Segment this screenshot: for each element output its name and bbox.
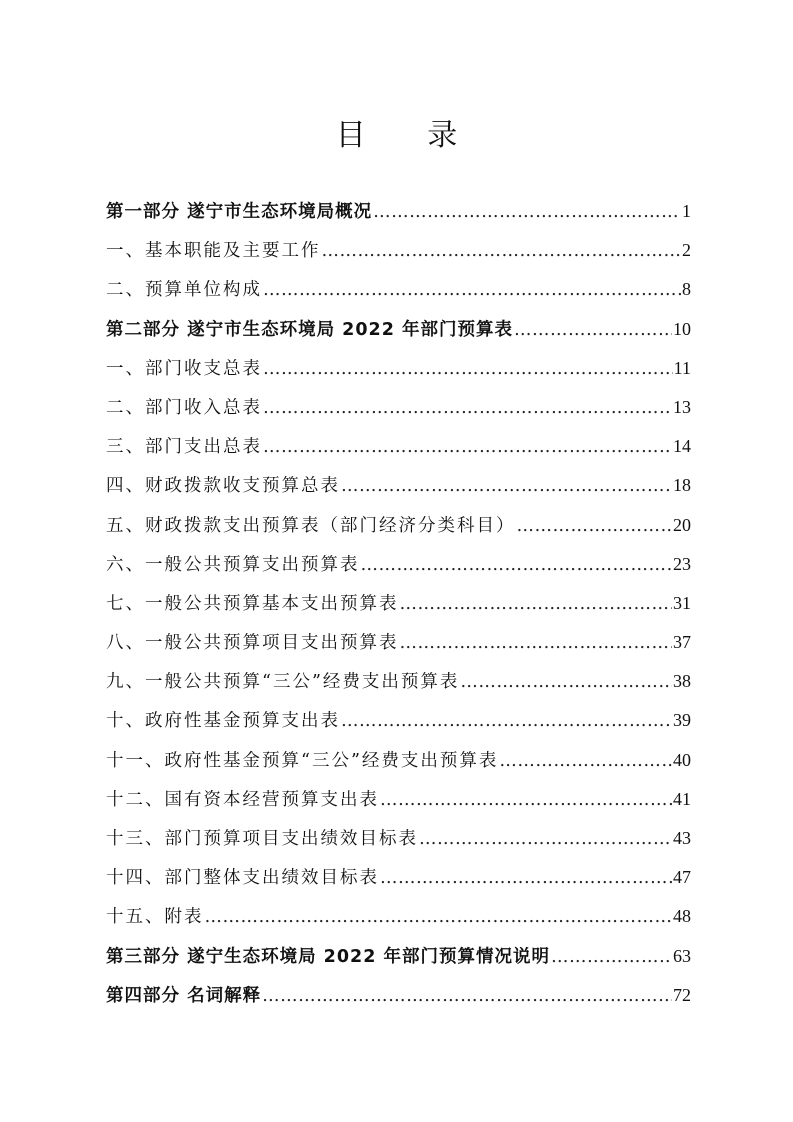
toc-entry-label: 第一部分 遂宁市生态环境局概况	[106, 202, 373, 222]
toc-entry-part-1[interactable]	[106, 198, 691, 237]
toc-entry[interactable]	[106, 276, 691, 315]
toc-entry-page: 8	[682, 279, 691, 300]
toc-entry[interactable]	[106, 394, 691, 433]
toc-entry-label: 八、一般公共预算项目支出预算表	[106, 633, 399, 654]
toc-entry[interactable]	[106, 747, 691, 786]
dot-leader	[419, 829, 672, 849]
toc-entry[interactable]	[106, 825, 691, 864]
toc-entry-page: 14	[673, 436, 691, 457]
toc-entry-page: 72	[673, 984, 691, 1005]
dot-leader	[263, 280, 681, 300]
toc-entry-page: 43	[673, 828, 691, 848]
toc-entry[interactable]	[106, 355, 691, 394]
toc-entry-label: 七、一般公共预算基本支出预算表	[106, 593, 399, 614]
toc-entry-label: 六、一般公共预算支出预算表	[106, 554, 360, 575]
dot-leader	[263, 398, 672, 418]
toc-entry-page: 18	[673, 475, 691, 496]
toc-entry-page: 2	[682, 240, 691, 261]
table-of-contents	[106, 198, 691, 1021]
page-title: 目 录	[335, 118, 484, 153]
toc-entry-page: 20	[673, 514, 691, 535]
toc-entry[interactable]	[106, 668, 691, 707]
toc-entry-label: 第四部分 名词解释	[106, 985, 262, 1006]
dot-leader	[400, 633, 673, 653]
toc-entry-label: 十四、部门整体支出绩效目标表	[106, 868, 379, 889]
dot-leader	[263, 437, 672, 457]
toc-entry-label: 九、一般公共预算“三公”经费支出预算表	[106, 672, 460, 693]
toc-entry-page: 37	[673, 632, 691, 653]
toc-entry-label: 第二部分 遂宁市生态环境局 2022 年部门预算表	[106, 319, 513, 340]
toc-entry-page: 38	[673, 671, 691, 692]
toc-entry-page: 23	[673, 553, 691, 574]
toc-entry-label: 五、财政拨款支出预算表（部门经济分类科目）	[106, 515, 516, 536]
toc-entry[interactable]	[106, 629, 691, 668]
dot-leader	[361, 555, 673, 575]
toc-entry[interactable]	[106, 786, 691, 825]
dot-leader	[400, 594, 673, 614]
toc-entry-label: 十三、部门预算项目支出绩效目标表	[106, 829, 418, 849]
toc-entry[interactable]	[106, 864, 691, 903]
toc-entry[interactable]	[106, 903, 691, 942]
toc-entry-part-4[interactable]	[106, 982, 691, 1021]
toc-entry-label: 十二、国有资本经营预算支出表	[106, 789, 379, 810]
toc-entry-part-2[interactable]	[106, 316, 691, 355]
dot-leader	[517, 516, 673, 536]
toc-entry-label: 十一、政府性基金预算“三公”经费支出预算表	[106, 750, 499, 771]
dot-leader	[514, 320, 672, 340]
toc-entry[interactable]	[106, 237, 691, 276]
toc-entry-page: 63	[673, 945, 691, 966]
toc-entry-page: 31	[673, 592, 691, 613]
toc-entry-page: 40	[673, 749, 691, 770]
toc-entry-part-3[interactable]	[106, 943, 691, 982]
dot-leader	[460, 672, 672, 692]
dot-leader	[341, 711, 672, 731]
toc-entry-page: 47	[673, 867, 691, 888]
dot-leader	[205, 907, 673, 927]
dot-leader	[262, 986, 672, 1006]
toc-entry-label: 二、预算单位构成	[106, 280, 262, 301]
dot-leader	[551, 947, 672, 967]
toc-entry-page: 10	[673, 318, 691, 339]
toc-entry-page: 48	[673, 906, 691, 927]
dot-leader	[380, 868, 672, 888]
toc-entry[interactable]	[106, 551, 691, 590]
toc-entry-label: 第三部分 遂宁生态环境局 2022 年部门预算情况说明	[106, 946, 550, 967]
dot-leader	[380, 790, 672, 810]
toc-entry-page: 39	[673, 710, 691, 731]
dot-leader	[341, 476, 672, 496]
toc-entry-label: 二、部门收入总表	[106, 397, 262, 418]
toc-entry-label: 四、财政拨款收支预算总表	[106, 476, 340, 497]
dot-leader	[322, 241, 682, 261]
dot-leader	[373, 202, 681, 222]
toc-entry-page: 11	[673, 357, 691, 378]
toc-entry[interactable]	[106, 707, 691, 746]
toc-entry-page: 1	[682, 201, 691, 221]
toc-entry-page: 41	[673, 788, 691, 809]
toc-entry-label: 三、部门支出总表	[106, 437, 262, 458]
toc-entry[interactable]	[106, 590, 691, 629]
toc-entry[interactable]	[106, 512, 691, 551]
toc-entry-page: 13	[673, 396, 691, 417]
toc-entry-label: 一、部门收支总表	[106, 358, 262, 379]
toc-entry[interactable]	[106, 433, 691, 472]
toc-entry[interactable]	[106, 472, 691, 511]
dot-leader	[263, 359, 673, 379]
dot-leader	[499, 751, 672, 771]
toc-entry-label: 十、政府性基金预算支出表	[106, 711, 340, 732]
toc-entry-label: 一、基本职能及主要工作	[106, 241, 321, 262]
toc-entry-label: 十五、附表	[106, 907, 204, 928]
